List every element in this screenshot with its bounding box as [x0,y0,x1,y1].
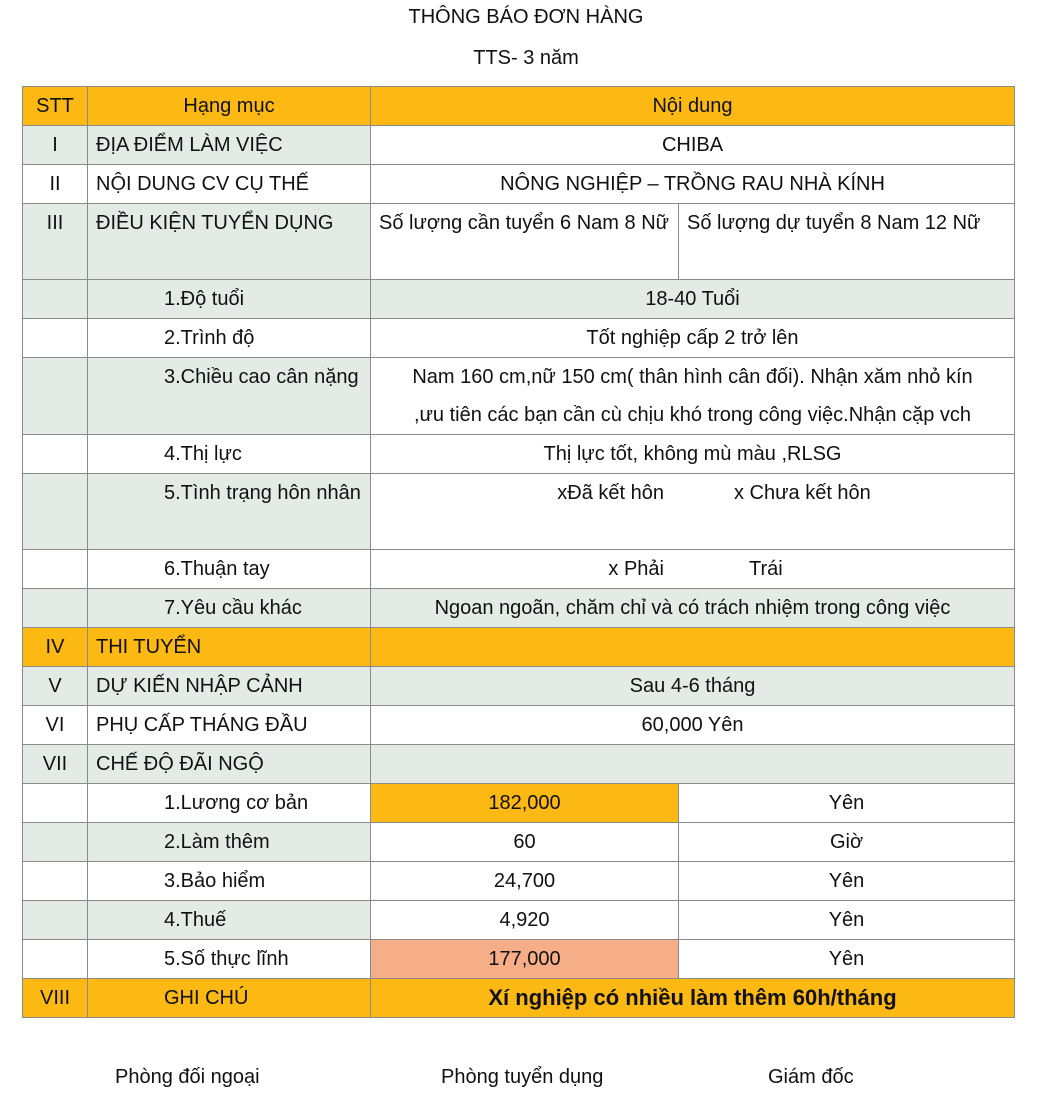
row-value: 4,920 [371,901,679,940]
signature-recruitment: Phòng tuyển dụng [441,1066,604,1088]
row-label: 3.Bảo hiểm [88,862,371,901]
row-value [371,628,1015,667]
row-stt: VII [23,745,88,784]
row-label: 1.Lương cơ bản [88,784,371,823]
table-row [23,862,1015,901]
table-row [23,435,1015,474]
row-value: 18-40 Tuổi [371,280,1015,319]
height-line-1: Nam 160 cm,nữ 150 cm( thân hình cân đối). Nhận xăm nhỏ kín [412,366,973,388]
table-row [23,940,1015,979]
row-value [371,358,1015,435]
row-value: 182,000 [371,784,679,823]
row-label: CHẾ ĐỘ ĐÃI NGỘ [88,745,371,784]
recruit-exam: Số lượng dự tuyển 8 Nam 12 Nữ [679,204,1015,280]
row-label: 2.Trình độ [88,319,371,358]
table-row [23,901,1015,940]
row-label: NỘI DUNG CV CỤ THẾ [88,165,371,204]
row-value: Ngoan ngoãn, chăm chỉ và có trách nhiệm trong công việc [371,589,1015,628]
table-row [23,823,1015,862]
row-value: Sau 4-6 tháng [371,667,1015,706]
row-label: 5.Tình trạng hôn nhân [88,474,371,550]
table-row [23,165,1015,204]
table-row [23,204,1015,280]
row-label: ĐỊA ĐIỂM LÀM VIỆC [88,126,371,165]
row-value: NÔNG NGHIỆP – TRỒNG RAU NHÀ KÍNH [371,165,1015,204]
row-label: 1.Độ tuổi [88,280,371,319]
table-row [23,667,1015,706]
row-label: PHỤ CẤP THÁNG ĐẦU [88,706,371,745]
signature-foreign-affairs: Phòng đối ngoại [115,1066,260,1088]
table-row [23,589,1015,628]
table-row [23,550,1015,589]
table-header-row [23,87,1015,126]
marital-single: x Chưa kết hôn [734,482,871,504]
row-label: 5.Số thực lĩnh [88,940,371,979]
row-unit: Yên [679,901,1015,940]
row-stt: V [23,667,88,706]
order-table [22,86,1015,1018]
row-label: 7.Yêu cầu khác [88,589,371,628]
row-label: 3.Chiều cao cân nặng [88,358,371,435]
row-label: THI TUYỂN [88,628,371,667]
table-row [23,784,1015,823]
header-category: Hạng mục [88,87,371,126]
header-stt: STT [23,87,88,126]
row-stt: VIII [23,979,88,1018]
document-title: THÔNG BÁO ĐƠN HÀNG [408,6,644,28]
row-unit: Yên [679,862,1015,901]
table-row [23,745,1015,784]
row-label: DỰ KIẾN NHẬP CẢNH [88,667,371,706]
row-value [371,550,1015,589]
table-row [23,358,1015,435]
row-stt: I [23,126,88,165]
row-label: 2.Làm thêm [88,823,371,862]
row-label: 4.Thuế [88,901,371,940]
row-value: 60 [371,823,679,862]
signature-director: Giám đốc [768,1066,854,1088]
row-unit: Yên [679,940,1015,979]
header-content: Nội dung [371,87,1015,126]
recruit-need: Số lượng cần tuyển 6 Nam 8 Nữ [371,204,679,280]
row-value: 24,700 [371,862,679,901]
hand-right: x Phải [608,558,664,580]
row-value: 60,000 Yên [371,706,1015,745]
row-stt: III [23,204,88,280]
row-stt: VI [23,706,88,745]
marital-married: xĐã kết hôn [557,482,664,504]
row-label: 4.Thị lực [88,435,371,474]
row-label: ĐIỀU KIỆN TUYỂN DỤNG [88,204,371,280]
table-row [23,319,1015,358]
row-label: GHI CHÚ [88,979,371,1018]
row-label: 6.Thuận tay [88,550,371,589]
row-value: 177,000 [371,940,679,979]
height-line-2: ,ưu tiên các bạn cần cù chịu khó trong công việc.Nhận cặp vch [413,404,972,426]
row-stt: II [23,165,88,204]
row-unit: Giờ [679,823,1015,862]
table-row [23,628,1015,667]
hand-left: Trái [749,558,783,580]
table-row [23,474,1015,550]
table-row [23,979,1015,1018]
row-unit: Yên [679,784,1015,823]
row-value: Thị lực tốt, không mù màu ,RLSG [371,435,1015,474]
row-value: Tốt nghiệp cấp 2 trở lên [371,319,1015,358]
row-value: CHIBA [371,126,1015,165]
document-subtitle: TTS- 3 năm [473,47,579,69]
row-value: Xí nghiệp có nhiều làm thêm 60h/tháng [371,979,1015,1018]
table-row [23,280,1015,319]
row-stt: IV [23,628,88,667]
table-row [23,706,1015,745]
row-value [371,474,1015,550]
table-row [23,126,1015,165]
